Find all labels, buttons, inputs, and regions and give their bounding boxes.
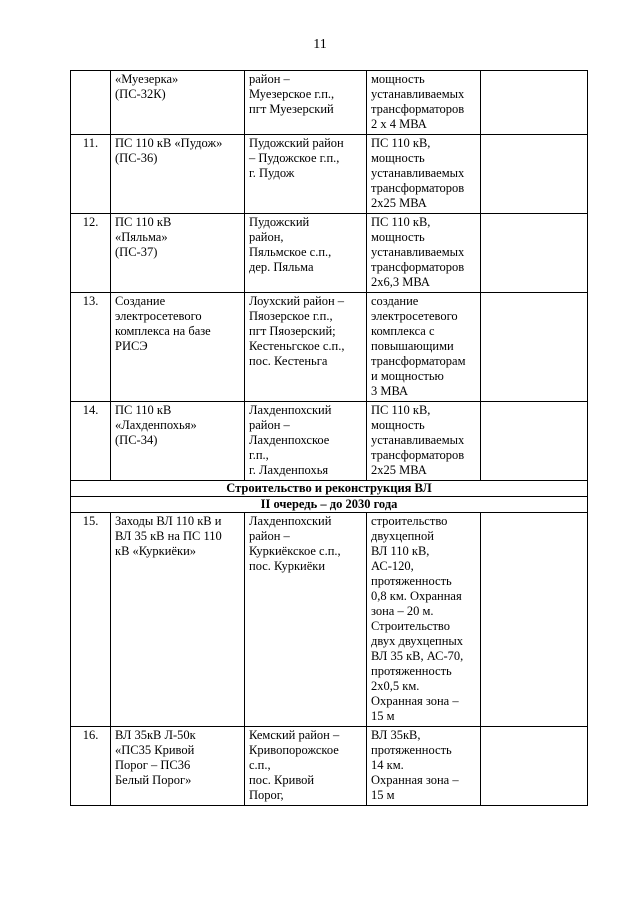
subsection-heading-row [71,497,588,513]
objects-table [70,70,588,806]
object-name-line: ПС 110 кВ [115,215,172,229]
characteristics-line: трансформаторов [371,102,465,116]
table-row [71,727,588,806]
location-cell [245,402,367,481]
location-line: пос. Кестеньга [249,354,328,368]
location-line: район – [249,72,290,86]
location-cell [245,513,367,727]
characteristics-line: повышающими [371,339,454,353]
characteristics-cell [367,293,481,402]
object-name-line: (ПС-32К) [115,87,166,101]
object-name-line: ВЛ 35 кВ на ПС 110 [115,529,222,543]
characteristics-line: двух двухцепных [371,634,464,648]
characteristics-line: электросетевого [371,309,458,323]
characteristics-line: АС-120, [371,559,414,573]
table-row [71,513,588,727]
location-line: Лоухский район – [249,294,345,308]
object-name-line: электросетевого [115,309,202,323]
row-number-cell: 11. [71,135,111,214]
location-line: район – [249,418,290,432]
table-row [71,135,588,214]
object-name-line: Заходы ВЛ 110 кВ и [115,514,222,528]
location-line: Порог, [249,788,284,802]
characteristics-line: трансформаторов [371,448,465,462]
object-name-line: «Пяльма» [115,230,168,244]
object-name-line: Белый Порог» [115,773,192,787]
row-number-cell: 14. [71,402,111,481]
location-line: Пудожский [249,215,310,229]
object-name-line: ПС 110 кВ [115,403,172,417]
object-name-cell [111,402,245,481]
characteristics-cell [367,214,481,293]
characteristics-line: мощность [371,230,425,244]
characteristics-line: 2х25 МВА [371,196,427,210]
object-name-line: «Муезерка» [115,72,179,86]
location-line: Лахденпохское [249,433,330,447]
characteristics-cell [367,727,481,806]
characteristics-line: трансформаторов [371,181,465,195]
characteristics-line: ПС 110 кВ, [371,403,431,417]
object-name-line: ПС 110 кВ «Пудож» [115,136,223,150]
characteristics-line: двухцепной [371,529,434,543]
characteristics-line: и мощностью [371,369,444,383]
characteristics-line: трансформаторам [371,354,466,368]
location-line: г.п., [249,448,269,462]
location-line: Пудожский район [249,136,344,150]
location-line: Кемский район – [249,728,340,742]
characteristics-line: Строительство [371,619,451,633]
table-section-headings [71,481,588,513]
location-cell [245,214,367,293]
object-name-line: (ПС-34) [115,433,158,447]
notes-cell [481,214,588,293]
table-body-substations [71,71,588,481]
characteristics-line: ВЛ 110 кВ, [371,544,430,558]
table-row [71,293,588,402]
location-line: пос. Кривой [249,773,315,787]
location-cell [245,135,367,214]
characteristics-line: мощность [371,151,425,165]
location-line: пос. Куркиёки [249,559,326,573]
location-line: Кестеньгское с.п., [249,339,345,353]
characteristics-line: создание [371,294,419,308]
characteristics-line: 15 м [371,709,395,723]
characteristics-line: строительство [371,514,448,528]
location-line: пгт Пяозерский; [249,324,336,338]
notes-cell [481,135,588,214]
location-line: г. Пудож [249,166,295,180]
table-body-power-lines [71,513,588,806]
object-name-line: комплекса на базе [115,324,211,338]
location-line: район, [249,230,284,244]
characteristics-line: ПС 110 кВ, [371,215,431,229]
object-name-line: ВЛ 35кВ Л-50к [115,728,196,742]
characteristics-line: 2 х 4 МВА [371,117,427,131]
location-line: пгт Муезерский [249,102,334,116]
object-name-line: (ПС-36) [115,151,158,165]
row-number-cell: 13. [71,293,111,402]
object-name-line: (ПС-37) [115,245,158,259]
object-name-cell [111,71,245,135]
characteristics-line: устанавливаемых [371,87,465,101]
row-number-cell: 16. [71,727,111,806]
page-number: 11 [313,37,327,52]
characteristics-line: 15 м [371,788,395,802]
characteristics-line: 14 км. [371,758,404,772]
characteristics-line: зона – 20 м. [371,604,434,618]
location-line: Лахденпохский [249,403,332,417]
characteristics-line: устанавливаемых [371,166,465,180]
notes-cell [481,402,588,481]
object-name-cell [111,293,245,402]
object-name-line: РИСЭ [115,339,148,353]
location-line: Муезерское г.п., [249,87,335,101]
characteristics-line: трансформаторов [371,260,465,274]
characteristics-cell [367,402,481,481]
object-name-cell [111,513,245,727]
location-cell [245,293,367,402]
location-line: дер. Пяльма [249,260,314,274]
characteristics-line: протяженность [371,664,452,678]
characteristics-line: мощность [371,72,425,86]
table-row [71,71,588,135]
location-line: с.п., [249,758,271,772]
object-name-line: Создание [115,294,166,308]
characteristics-line: 3 МВА [371,384,409,398]
location-line: район – [249,529,290,543]
location-line: – Пудожское г.п., [249,151,340,165]
characteristics-cell [367,71,481,135]
characteristics-line: протяженность [371,743,452,757]
characteristics-line: устанавливаемых [371,245,465,259]
location-line: Пяльмское с.п., [249,245,332,259]
object-name-line: «Лахденпохья» [115,418,197,432]
characteristics-line: 2х6,3 МВА [371,275,430,289]
notes-cell [481,293,588,402]
characteristics-line: Охранная зона – [371,694,459,708]
characteristics-line: протяженность [371,574,452,588]
characteristics-line: ВЛ 35 кВ, АС-70, [371,649,464,663]
characteristics-line: ВЛ 35кВ, [371,728,421,742]
characteristics-line: 2х0,5 км. [371,679,420,693]
location-line: Пяозерское г.п., [249,309,333,323]
object-name-line: Порог – ПС36 [115,758,191,772]
subsection-heading: II очередь – до 2030 года [71,497,588,513]
location-cell [245,727,367,806]
location-line: г. Лахденпохья [249,463,329,477]
characteristics-line: 2х25 МВА [371,463,427,477]
row-number-cell [71,71,111,135]
table-row [71,214,588,293]
object-name-cell [111,214,245,293]
characteristics-line: мощность [371,418,425,432]
characteristics-line: устанавливаемых [371,433,465,447]
location-cell [245,71,367,135]
location-line: Кривопорожское [249,743,339,757]
row-number-cell: 15. [71,513,111,727]
object-name-line: «ПС35 Кривой [115,743,195,757]
table-row [71,402,588,481]
notes-cell [481,513,588,727]
object-name-cell [111,135,245,214]
section-heading: Строительство и реконструкция ВЛ [71,481,588,497]
characteristics-line: комплекса с [371,324,435,338]
characteristics-cell [367,513,481,727]
characteristics-line: 0,8 км. Охранная [371,589,462,603]
notes-cell [481,71,588,135]
location-line: Куркиёкское с.п., [249,544,341,558]
section-heading-row [71,481,588,497]
characteristics-line: Охранная зона – [371,773,459,787]
characteristics-line: ПС 110 кВ, [371,136,431,150]
location-line: Лахденпохский [249,514,332,528]
notes-cell [481,727,588,806]
row-number-cell: 12. [71,214,111,293]
object-name-cell [111,727,245,806]
characteristics-cell [367,135,481,214]
object-name-line: кВ «Куркиёки» [115,544,197,558]
